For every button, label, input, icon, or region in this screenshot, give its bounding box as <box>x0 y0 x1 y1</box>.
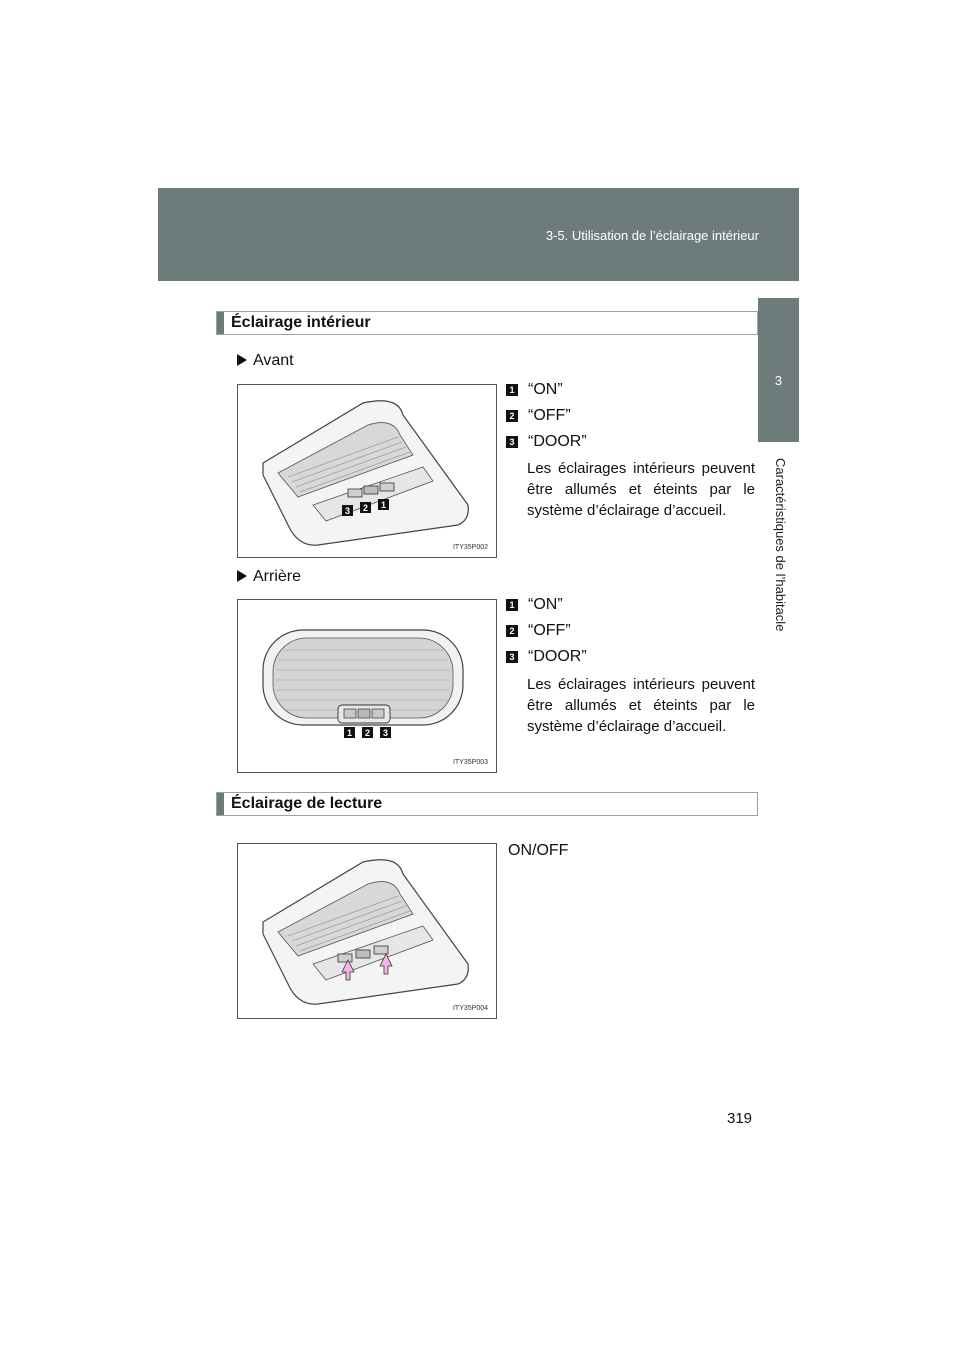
figure-front-dome-light <box>237 384 497 558</box>
reading-light-label: ON/OFF <box>508 842 569 859</box>
section-reading-lights <box>216 792 758 816</box>
chapter-side-label-text: Caractéristiques de l’habitacle <box>773 458 788 632</box>
subheading-rear-label: Arrière <box>253 568 302 585</box>
callout-2-label: 2 <box>364 728 371 738</box>
rear-dome-light-illustration <box>238 600 496 772</box>
callout-1-label: 1 <box>380 500 387 510</box>
callout-2-label: 2 <box>362 503 369 513</box>
number-1-icon: 1 <box>506 384 518 396</box>
rear-item-on-label: “ON” <box>528 596 563 613</box>
front-item-door <box>506 433 587 451</box>
subheading-front-label: Avant <box>253 352 294 369</box>
callout-3-label: 3 <box>382 728 389 738</box>
number-1-icon: 1 <box>506 599 518 611</box>
chapter-header <box>158 188 799 281</box>
front-item-door-label: “DOOR” <box>528 433 587 450</box>
front-dome-light-illustration <box>238 385 496 557</box>
front-note: Les éclairages intérieurs peuvent être allumés et éteints par le système d’éclairage d’accueil. <box>527 460 755 519</box>
number-3-icon: 3 <box>506 651 518 663</box>
rear-item-off-label: “OFF” <box>528 622 571 639</box>
figure-reading-lights <box>237 843 497 1019</box>
front-item-off-label: “OFF” <box>528 407 571 424</box>
chapter-side-tab <box>758 298 799 442</box>
figure-code: ITY35P003 <box>452 759 488 766</box>
number-2-icon: 2 <box>506 410 518 422</box>
rear-note: Les éclairages intérieurs peuvent être allumés et éteints par le système d’éclairage d’accueil. <box>527 676 755 735</box>
rear-item-door <box>506 648 587 666</box>
figure-rear-dome-light <box>237 599 497 773</box>
callout-1-label: 1 <box>346 728 353 738</box>
number-3-icon: 3 <box>506 436 518 448</box>
reading-light-illustration <box>238 844 496 1018</box>
rear-item-door-label: “DOOR” <box>528 648 587 665</box>
rear-item-off <box>506 622 571 640</box>
subheading-rear <box>237 568 301 586</box>
figure-code: ITY35P004 <box>452 1005 488 1012</box>
front-item-off <box>506 407 571 425</box>
section-accent <box>217 312 224 334</box>
section-title: Éclairage de lecture <box>231 795 383 812</box>
front-item-on-label: “ON” <box>528 381 563 398</box>
number-2-icon: 2 <box>506 625 518 637</box>
triangle-bullet-icon <box>237 354 247 366</box>
triangle-bullet-icon <box>237 570 247 582</box>
section-accent <box>217 793 224 815</box>
page-number: 319 <box>727 1110 753 1127</box>
chapter-number: 3 <box>774 373 783 388</box>
figure-code: ITY35P002 <box>452 544 488 551</box>
section-interior-lighting <box>216 311 758 335</box>
chapter-side-label <box>760 458 800 858</box>
section-title: Éclairage intérieur <box>231 314 371 331</box>
callout-3-label: 3 <box>344 506 351 516</box>
front-item-on <box>506 381 563 399</box>
rear-item-on <box>506 596 563 614</box>
subheading-front <box>237 352 294 370</box>
chapter-title: 3-5. Utilisation de l’éclairage intérieur <box>545 228 759 243</box>
